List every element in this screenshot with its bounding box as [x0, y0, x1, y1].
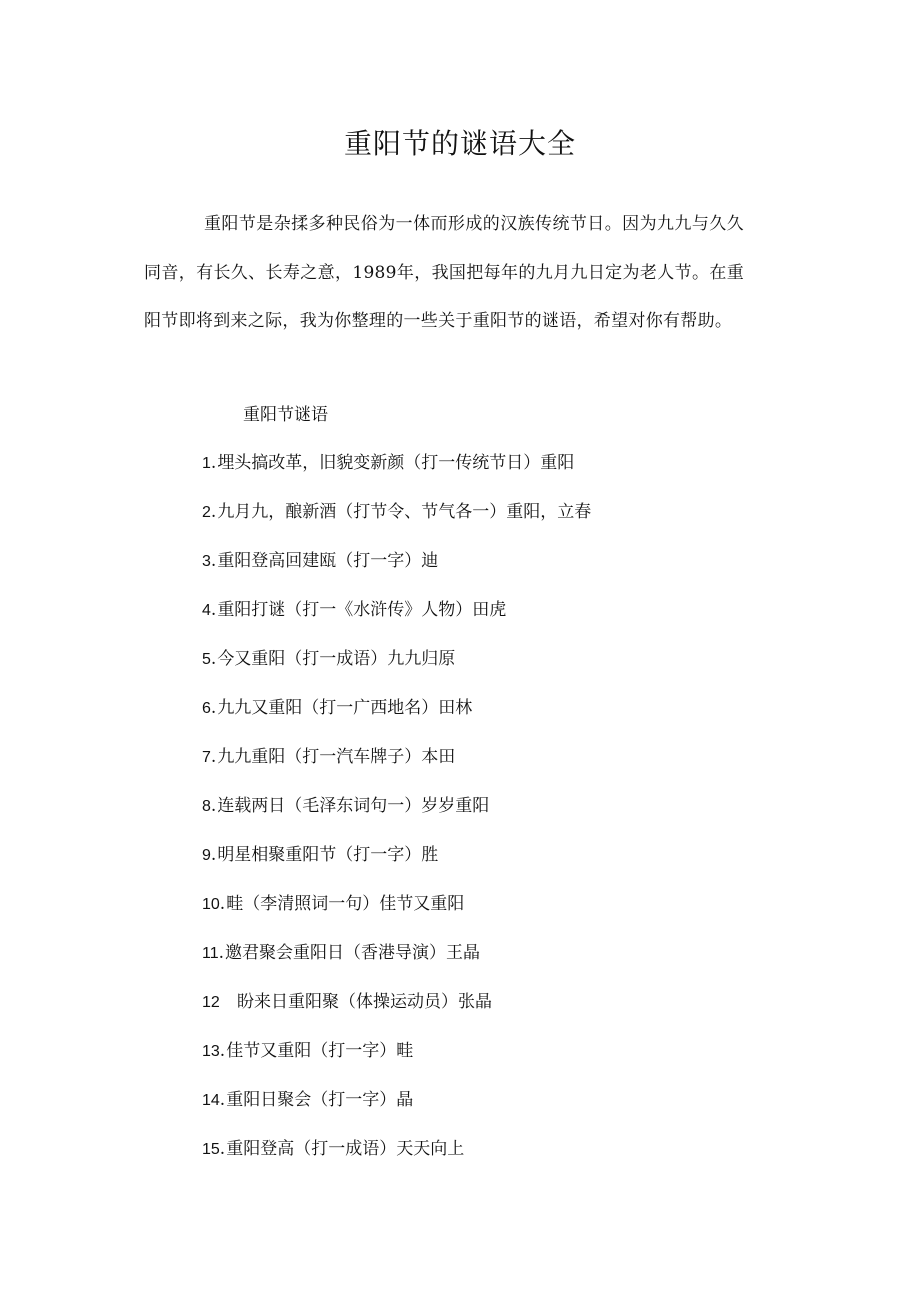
riddle-text: 埋头搞改革，旧貌变新颜（打一传统节日）重阳 — [217, 453, 575, 473]
riddle-text: 九九又重阳（打一广西地名）田林 — [217, 698, 473, 718]
riddle-separator: . — [210, 747, 217, 767]
riddle-separator: . — [210, 698, 217, 718]
riddle-text: 邀君聚会重阳日（香港导演）王晶 — [225, 943, 481, 963]
riddle-separator — [220, 985, 236, 1019]
riddle-item — [202, 1034, 802, 1083]
riddle-text: 重阳登高回建瓯（打一字）迪 — [217, 551, 439, 571]
intro-paragraph: 重阳节是杂揉多种民俗为一体而形成的汉族传统节日。因为九九与久久同音，有长久、长寿之意，1989年，我国把每年的九月九日定为老人节。在重阳节即将到来之际，我为你整理的一些关于重阳节的谜语，希望对你有帮助。 — [144, 214, 744, 331]
riddle-text: 今又重阳（打一成语）九九归原 — [217, 649, 456, 669]
riddle-item — [202, 985, 802, 1034]
riddle-separator: . — [219, 1139, 226, 1159]
section-heading: 重阳节谜语 — [243, 405, 328, 425]
riddle-text: 佳节又重阳（打一字）畦 — [226, 1041, 414, 1061]
riddle-item — [202, 887, 802, 936]
riddle-item — [202, 838, 802, 887]
riddle-separator: . — [218, 943, 225, 963]
riddle-text: 连载两日（毛泽东词句一）岁岁重阳 — [217, 796, 490, 816]
riddle-separator: . — [219, 1041, 226, 1061]
riddle-number: 12 — [202, 994, 220, 1011]
riddle-number: 6 — [202, 700, 211, 717]
riddle-number: 7 — [202, 749, 211, 766]
riddle-item — [202, 740, 802, 789]
riddle-number: 4 — [202, 602, 211, 619]
riddle-item — [202, 691, 802, 740]
riddle-separator: . — [210, 796, 217, 816]
riddle-item — [202, 446, 802, 495]
riddle-text: 九月九，酿新酒（打节令、节气各一）重阳，立春 — [217, 502, 592, 522]
riddle-item — [202, 544, 802, 593]
riddle-separator: . — [210, 551, 217, 571]
riddle-separator: . — [210, 453, 217, 473]
riddle-item — [202, 789, 802, 838]
riddle-separator: . — [219, 1090, 226, 1110]
riddle-number: 8 — [202, 798, 211, 815]
riddle-number: 2 — [202, 504, 211, 521]
riddle-number: 9 — [202, 847, 211, 864]
riddle-number: 14 — [202, 1092, 220, 1109]
riddle-text: 盼来日重阳聚（体操运动员）张晶 — [237, 992, 493, 1012]
riddle-separator: . — [210, 600, 217, 620]
riddle-item — [202, 593, 802, 642]
riddle-item — [202, 495, 802, 544]
riddle-text: 畦（李清照词一句）佳节又重阳 — [226, 894, 465, 914]
riddle-item — [202, 1083, 802, 1132]
riddle-number: 5 — [202, 651, 211, 668]
riddle-number: 3 — [202, 553, 211, 570]
riddle-list — [202, 446, 802, 1181]
riddle-text: 九九重阳（打一汽车牌子）本田 — [217, 747, 456, 767]
riddle-text: 重阳打谜（打一《水浒传》人物）田虎 — [217, 600, 507, 620]
riddle-item — [202, 1132, 802, 1181]
riddle-number: 11 — [202, 945, 219, 962]
riddle-number: 15 — [202, 1141, 220, 1158]
document-title: 重阳节的谜语大全 — [343, 127, 576, 160]
riddle-number: 13 — [202, 1043, 220, 1060]
riddle-separator: . — [210, 649, 217, 669]
riddle-item — [202, 642, 802, 691]
riddle-separator: . — [210, 502, 217, 522]
riddle-text: 明星相聚重阳节（打一字）胜 — [217, 845, 439, 865]
riddle-text: 重阳登高（打一成语）天天向上 — [226, 1139, 465, 1159]
riddle-separator: . — [219, 894, 226, 914]
riddle-number: 1 — [202, 455, 211, 472]
riddle-separator: . — [210, 845, 217, 865]
riddle-item — [202, 936, 802, 985]
riddle-text: 重阳日聚会（打一字）晶 — [226, 1090, 414, 1110]
riddle-number: 10 — [202, 896, 220, 913]
